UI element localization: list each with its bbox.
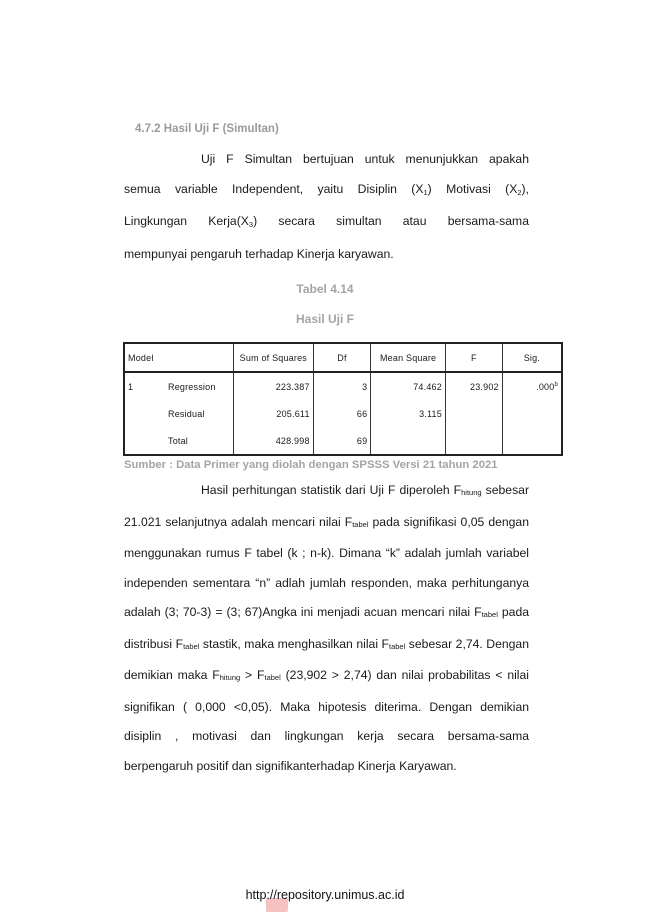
model-cell: Residual	[124, 400, 234, 427]
table-row	[124, 400, 562, 427]
header-model: Model	[124, 343, 234, 372]
ms-cell: 3.115	[371, 400, 446, 427]
intro-line-1: Uji F Simultan bertujuan untuk menunjukkan apakah	[201, 152, 529, 166]
section-heading: 4.7.2 Hasil Uji F (Simultan)	[135, 123, 279, 135]
header-sig: Sig.	[502, 343, 562, 372]
ss-cell: 223.387	[234, 372, 314, 400]
result-line-10: berpengaruh positif dan signifikanterhadap Kinerja Karyawan.	[124, 758, 457, 773]
result-line-7: demikian maka Fhitung > Ftabel (23,902 > 2,74) dan nilai probabilitas < nilai	[124, 668, 530, 682]
df-cell: 3	[313, 372, 371, 400]
intro-line-3: Lingkungan $Kerja(X_3)$ secara simultan atau bersama-sama	[124, 214, 529, 229]
footer-url[interactable]: http://repository.unimus.ac.id	[245, 888, 405, 902]
ss-cell: 428.998	[234, 427, 314, 455]
result-line-1: Hasil perhitungan statistik dari Uji F diperoleh Fhitung sebesar	[201, 483, 530, 497]
table-header-row	[124, 343, 562, 372]
sig-cell: .000$^b$	[502, 372, 562, 400]
result-line-6: distribusi Ftabel stastik, maka menghasilkan nilai Ftabel sebesar 2,74. Dengan	[124, 636, 529, 651]
result-line-2: 21.021 selanjutnya adalah mencari nilai Ftabel pada signifikasi 0,05 dengan	[124, 514, 529, 529]
model-cell: 1 Regression	[124, 372, 234, 400]
result-paragraph	[124, 476, 529, 781]
f-cell	[445, 427, 502, 455]
ss-cell: 205.611	[234, 400, 314, 427]
header-df: Df	[313, 343, 371, 372]
header-sum-of-squares: Sum of Squares	[234, 343, 314, 372]
intro-line-4: mempunyai pengaruh terhadap Kinerja karyawan.	[124, 246, 394, 261]
result-line-4: independen sementara “n” adlah jumlah responden, maka perhitunganya	[124, 575, 529, 590]
sig-cell	[502, 427, 562, 455]
result-line-8: signifikan ( 0,000 <0,05). Maka hipotesis diterima. Dengan demikian	[124, 699, 529, 714]
table-source-note: Sumber : Data Primer yang diolah dengan SPSSS Versi 21 tahun 2021	[124, 459, 498, 471]
table-caption: Tabel 4.14	[296, 282, 354, 296]
intro-line-2: semua variable Independent, yaitu Disiplin $(X_1)$ Motivasi $(X_2)$,	[124, 181, 529, 197]
table-title: Hasil Uji F	[295, 312, 354, 326]
model-cell: Total	[124, 427, 234, 455]
ms-cell: 74.462	[371, 372, 446, 400]
ms-cell	[371, 427, 446, 455]
result-line-5: adalah (3; 70-3) = (3; 67)Angka ini menjadi acuan mencari nilai Ftabel pada	[124, 605, 529, 619]
result-line-3: menggunakan rumus F tabel (k ; n-k). Dimana “k” adalah jumlah variabel	[124, 546, 529, 560]
anova-table	[123, 342, 563, 456]
df-cell: 66	[313, 400, 371, 427]
header-mean-square: Mean Square	[371, 343, 446, 372]
intro-paragraph	[124, 145, 529, 269]
f-cell	[445, 400, 502, 427]
table-row	[124, 427, 562, 455]
result-line-9: disiplin , motivasi dan lingkungan kerja secara bersama-sama	[124, 729, 529, 743]
sig-cell	[502, 400, 562, 427]
f-cell: 23.902	[445, 372, 502, 400]
header-f: F	[445, 343, 502, 372]
table-row	[124, 372, 562, 400]
df-cell: 69	[313, 427, 371, 455]
